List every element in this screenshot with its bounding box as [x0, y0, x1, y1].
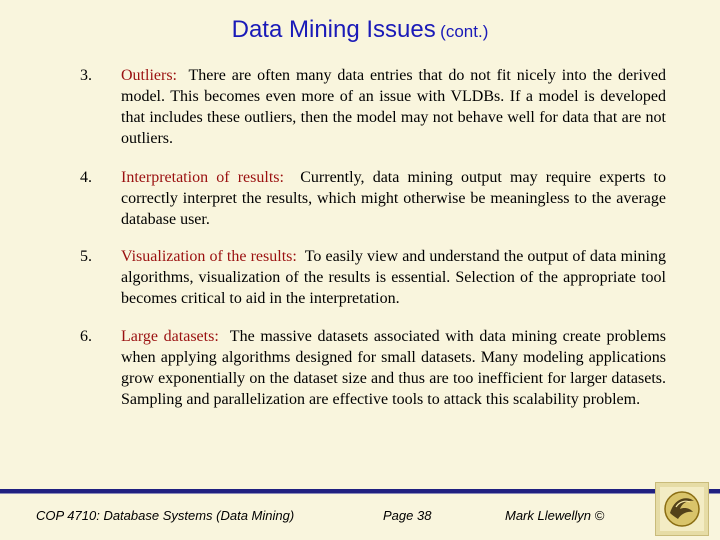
list-item-heading: Interpretation of results: [121, 169, 284, 186]
list-item-body: The massive datasets associated with data mining create problems when applying algorithms designed for small datasets. Many modeling applications grow exponentially on the dataset size and thus are too inefficient for larger datasets. Sampling and parallelization are effective tools to attack this scalability problem. [121, 328, 667, 408]
list-item-text [121, 326, 666, 410]
footer-page-number: Page 38 [383, 508, 432, 523]
footer-author: Mark Llewellyn © [505, 508, 605, 523]
slide-title-main: Data Mining Issues [231, 16, 436, 43]
list-item-body: There are often many data entries that do not fit nicely into the derived model. This becomes even more of an issue with VLDBs. If a model is developed that includes these outliers, then the model may not behave well for data that are not outliers. [121, 67, 667, 147]
slide-title [0, 16, 720, 44]
list-item-number: 3. [80, 67, 92, 84]
logo-graphic [660, 487, 704, 531]
list-item-heading: Outliers: [121, 67, 177, 84]
list-item-body: To easily view and understand the output of data mining algorithms, visualization of the results is essential. Selection of the appropriate tool becomes critical to aid in the interpretation. [121, 248, 666, 307]
list-item-text [121, 246, 666, 309]
ucf-pegasus-logo-icon [655, 482, 709, 536]
footer-divider-shadow [0, 493, 720, 494]
list-item-body: Currently, data mining output may require experts to correctly interpret the results, which might otherwise be meaningless to the average database user. [121, 169, 666, 228]
list-item-heading: Large datasets: [121, 328, 219, 345]
list-item-heading: Visualization of the results: [121, 248, 297, 265]
list-item-number: 4. [80, 169, 92, 186]
list-item-text [121, 167, 666, 230]
list-item-text [121, 65, 666, 149]
list-item-number: 6. [80, 328, 92, 345]
footer-course: COP 4710: Database Systems (Data Mining) [36, 508, 295, 523]
list-item-number: 5. [80, 248, 92, 265]
slide-title-sub: (cont.) [440, 22, 489, 41]
